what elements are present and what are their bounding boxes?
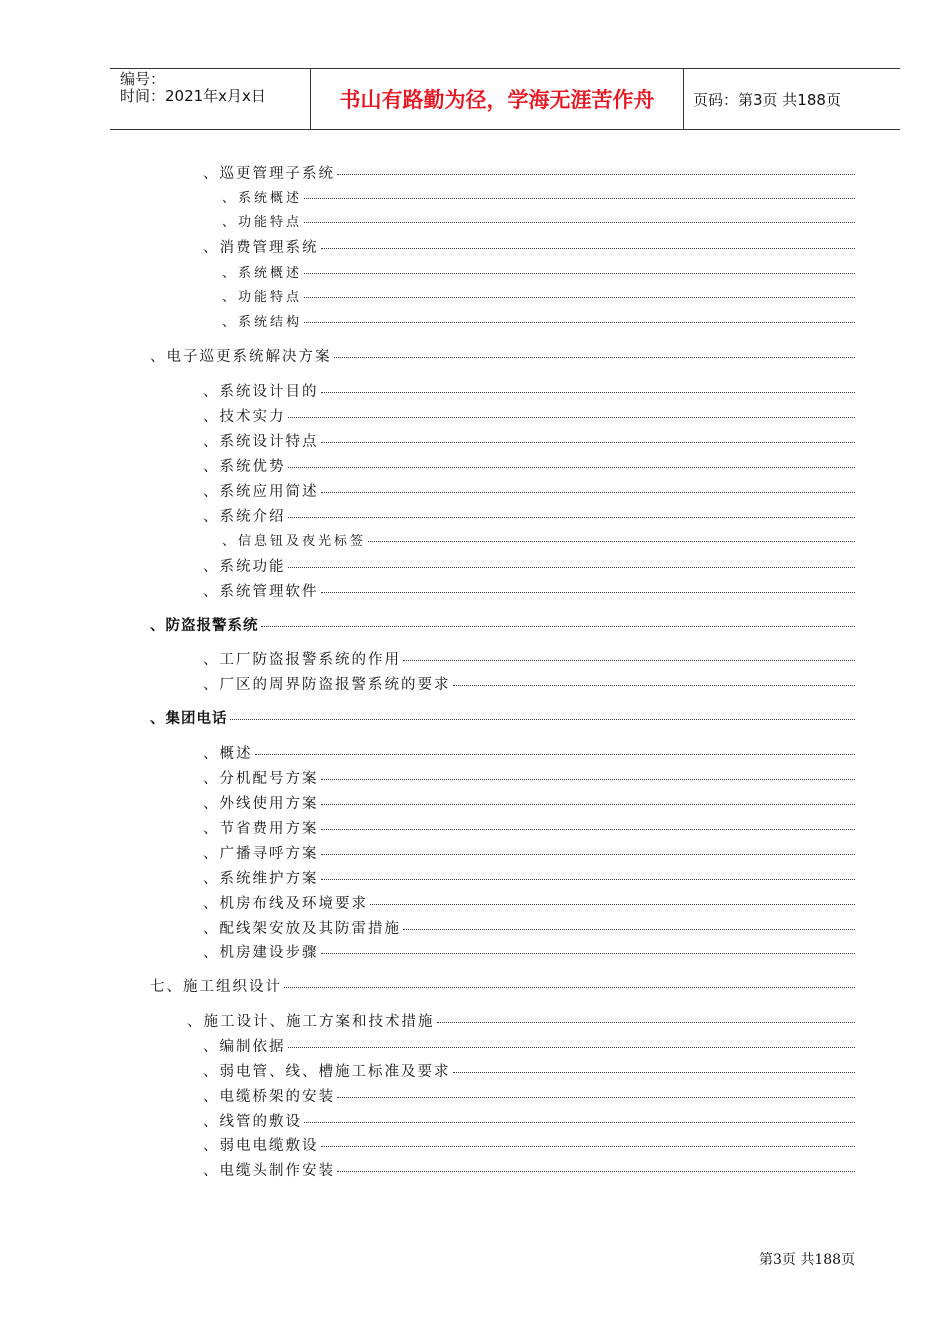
toc-entry-text: 、系统结构 bbox=[222, 315, 303, 330]
toc-entry-text: 、系统设计特点 bbox=[203, 434, 319, 450]
toc-entry bbox=[222, 262, 855, 281]
toc-entry bbox=[203, 648, 855, 669]
toc-leader-dots bbox=[334, 356, 856, 358]
toc-entry bbox=[203, 941, 855, 962]
footer-page-text: 第3页 共188页 bbox=[759, 1252, 856, 1268]
toc-entry-text: 、工厂防盗报警系统的作用 bbox=[203, 652, 401, 668]
toc-entry-text: 、施工设计、施工方案和技术措施 bbox=[187, 1014, 435, 1030]
toc-entry-text: 七、施工组织设计 bbox=[150, 979, 282, 995]
toc-entry-text: 、功能特点 bbox=[222, 215, 303, 230]
toc-leader-dots bbox=[321, 828, 856, 830]
toc-entry-text: 、外线使用方案 bbox=[203, 796, 319, 812]
toc-entry-text: 、广播寻呼方案 bbox=[203, 846, 319, 862]
toc-entry-text: 、弱电电缆敷设 bbox=[203, 1138, 319, 1154]
toc-leader-dots bbox=[321, 778, 856, 780]
toc-leader-dots bbox=[403, 928, 855, 930]
toc-entry bbox=[203, 817, 855, 838]
toc-entry bbox=[203, 405, 855, 426]
toc-entry-text: 、线管的敷设 bbox=[203, 1114, 302, 1130]
toc-entry-text: 、系统应用简述 bbox=[203, 484, 319, 500]
toc-leader-dots bbox=[288, 416, 856, 418]
toc-leader-dots bbox=[321, 591, 856, 593]
toc-entry bbox=[222, 530, 855, 549]
toc-entry bbox=[203, 1110, 855, 1131]
toc-entry-text: 、信息钮及夜光标签 bbox=[222, 534, 367, 549]
toc-entry-text: 、技术实力 bbox=[203, 409, 286, 425]
number-label: 编号： bbox=[120, 70, 166, 88]
page-info-text: 页码：第3页 共188页 bbox=[693, 90, 841, 109]
toc-leader-dots bbox=[437, 1021, 856, 1023]
toc-entry bbox=[203, 455, 855, 476]
toc-entry-text: 、电子巡更系统解决方案 bbox=[150, 349, 332, 365]
toc-leader-dots bbox=[261, 625, 856, 627]
toc-leader-dots bbox=[255, 753, 856, 755]
toc-leader-dots bbox=[321, 391, 856, 393]
toc-leader-dots bbox=[337, 1096, 855, 1098]
toc-leader-dots bbox=[321, 441, 856, 443]
toc-entry bbox=[203, 1159, 855, 1180]
toc-entry bbox=[203, 380, 855, 401]
toc-entry-text: 、节省费用方案 bbox=[203, 821, 319, 837]
page-header bbox=[110, 68, 900, 130]
toc-leader-dots bbox=[321, 247, 856, 249]
toc-leader-dots bbox=[288, 566, 856, 568]
toc-entry-text: 、系统优势 bbox=[203, 459, 286, 475]
toc-leader-dots bbox=[230, 718, 856, 720]
toc-entry-text: 、编制依据 bbox=[203, 1039, 286, 1055]
toc-entry-text: 、系统维护方案 bbox=[203, 871, 319, 887]
toc-entry-text: 、系统介绍 bbox=[203, 509, 286, 525]
toc-entry-text: 、功能特点 bbox=[222, 290, 303, 305]
toc-leader-dots bbox=[453, 684, 856, 686]
toc-entry-text: 、防盗报警系统 bbox=[150, 618, 259, 634]
toc-entry-text: 、系统功能 bbox=[203, 559, 286, 575]
toc-leader-dots bbox=[288, 1046, 856, 1048]
toc-leader-dots bbox=[288, 516, 856, 518]
toc-entry bbox=[150, 614, 855, 635]
page-footer bbox=[759, 1249, 855, 1269]
toc-entry bbox=[203, 792, 855, 813]
toc-leader-dots bbox=[337, 173, 855, 175]
toc-entry-text: 、系统概述 bbox=[222, 266, 303, 281]
toc-leader-dots bbox=[321, 491, 856, 493]
toc-entry-text: 、厂区的周界防盗报警系统的要求 bbox=[203, 677, 451, 693]
toc-entry bbox=[222, 211, 855, 230]
toc-leader-dots bbox=[368, 540, 855, 542]
toc-entry bbox=[203, 1134, 855, 1155]
toc-entry bbox=[203, 580, 855, 601]
toc-entry bbox=[203, 1035, 855, 1056]
toc-leader-dots bbox=[288, 466, 856, 468]
toc-entry bbox=[203, 1060, 855, 1081]
toc-entry bbox=[203, 480, 855, 501]
toc-entry bbox=[222, 286, 855, 305]
toc-leader-dots bbox=[304, 1121, 855, 1123]
toc-entry bbox=[203, 917, 855, 938]
toc-entry-text: 、概述 bbox=[203, 746, 253, 762]
toc-entry bbox=[222, 187, 855, 206]
toc-leader-dots bbox=[453, 1071, 856, 1073]
toc-leader-dots bbox=[284, 986, 855, 988]
toc-entry bbox=[187, 1010, 855, 1031]
toc-entry bbox=[150, 707, 855, 728]
time-label: 时间：2021年x月x日 bbox=[120, 87, 266, 105]
toc-entry bbox=[203, 162, 855, 183]
toc-entry-text: 、巡更管理子系统 bbox=[203, 166, 335, 182]
toc-entry bbox=[203, 673, 855, 694]
toc-entry bbox=[203, 867, 855, 888]
toc-entry-text: 、配线架安放及其防雷措施 bbox=[203, 921, 401, 937]
toc-entry-text: 、电缆头制作安装 bbox=[203, 1163, 335, 1179]
toc-entry bbox=[203, 236, 855, 257]
header-meta bbox=[110, 69, 311, 129]
toc-entry-text: 、消费管理系统 bbox=[203, 240, 319, 256]
header-motto-cell bbox=[311, 69, 684, 129]
header-page-info bbox=[684, 69, 900, 129]
toc-entry bbox=[203, 505, 855, 526]
toc-leader-dots bbox=[304, 221, 855, 223]
toc-entry-text: 、电缆桥架的安装 bbox=[203, 1089, 335, 1105]
toc-leader-dots bbox=[304, 197, 855, 199]
toc-leader-dots bbox=[403, 659, 855, 661]
toc-entry-text: 、系统设计目的 bbox=[203, 384, 319, 400]
toc-entry bbox=[150, 345, 855, 366]
toc-entry bbox=[203, 892, 855, 913]
toc-entry-text: 、系统管理软件 bbox=[203, 584, 319, 600]
motto-text: 书山有路勤为径，学海无涯苦作舟 bbox=[339, 88, 655, 112]
toc-entry-text: 、系统概述 bbox=[222, 191, 303, 206]
toc-entry-text: 、分机配号方案 bbox=[203, 771, 319, 787]
toc-leader-dots bbox=[304, 296, 855, 298]
toc-leader-dots bbox=[321, 803, 856, 805]
toc-leader-dots bbox=[321, 878, 856, 880]
toc-leader-dots bbox=[321, 853, 856, 855]
toc-entry bbox=[203, 767, 855, 788]
toc-entry bbox=[222, 311, 855, 330]
toc-entry bbox=[203, 430, 855, 451]
toc-entry bbox=[203, 842, 855, 863]
toc-entry bbox=[150, 975, 855, 996]
toc-entry-text: 、集团电话 bbox=[150, 711, 228, 727]
toc-entry-text: 、机房建设步骤 bbox=[203, 945, 319, 961]
toc-leader-dots bbox=[321, 952, 856, 954]
toc-leader-dots bbox=[304, 321, 855, 323]
toc-entry bbox=[203, 555, 855, 576]
toc-entry-text: 、弱电管、线、槽施工标准及要求 bbox=[203, 1064, 451, 1080]
toc-leader-dots bbox=[304, 272, 855, 274]
toc-entry bbox=[203, 742, 855, 763]
toc-entry bbox=[203, 1085, 855, 1106]
toc-leader-dots bbox=[321, 1145, 856, 1147]
toc-leader-dots bbox=[370, 903, 855, 905]
toc-entry-text: 、机房布线及环境要求 bbox=[203, 896, 368, 912]
toc-leader-dots bbox=[337, 1170, 855, 1172]
